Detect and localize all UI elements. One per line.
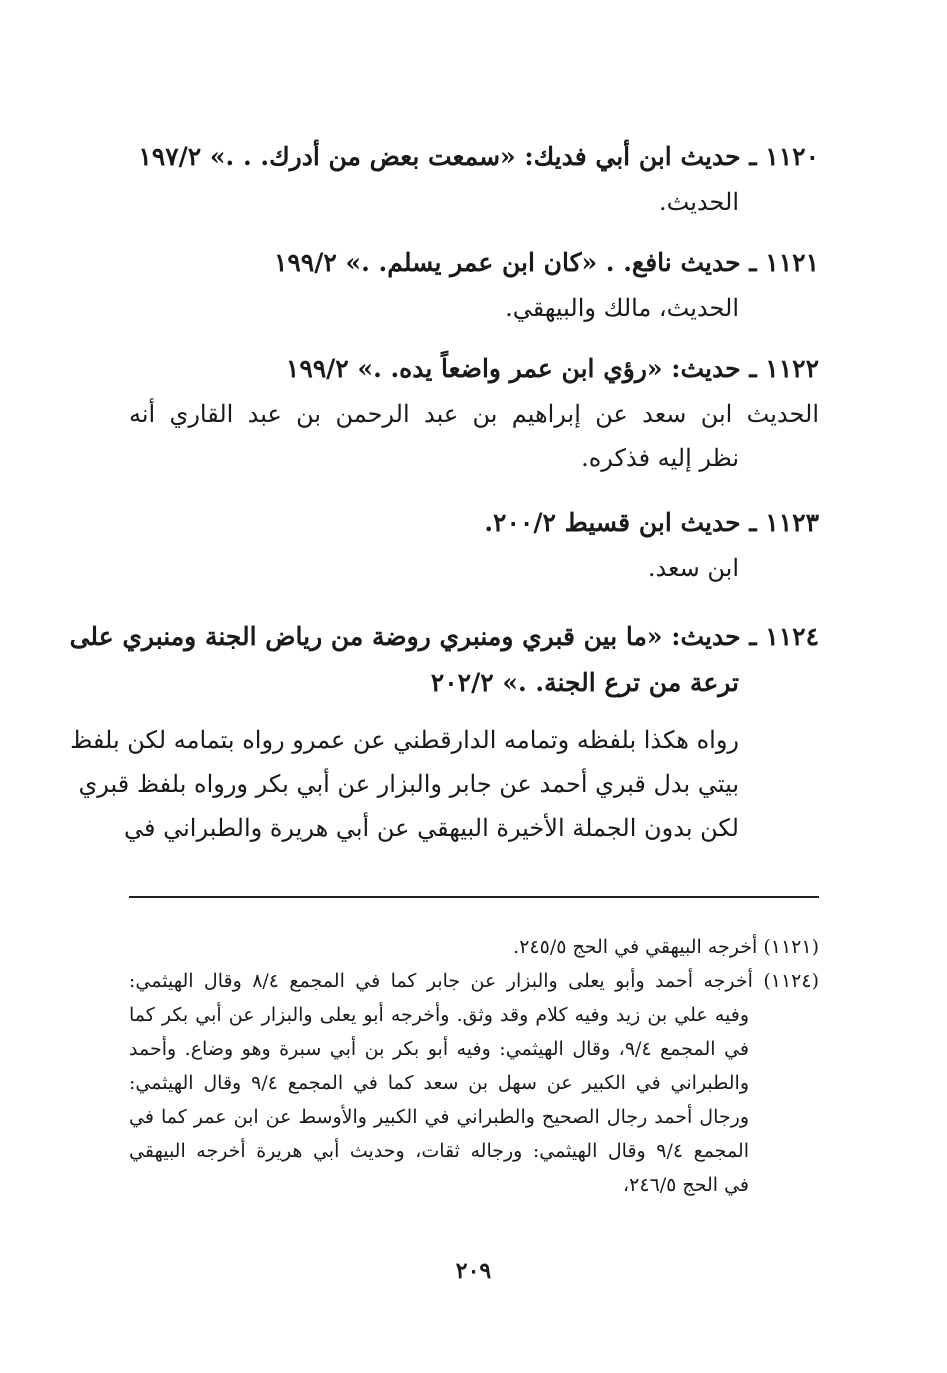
footnote-line: في المجمع ٩/٤، وقال الهيثمي: وفيه أبو بكر بن أبي سبرة وهو وضاع. وأحمد <box>129 1038 749 1060</box>
entry-body-line: الحديث ابن سعد عن إبراهيم بن عبد الرحمن بن عبد القاري أنه <box>129 400 819 428</box>
entry-body-line: الحديث، مالك والبيهقي. <box>505 294 739 322</box>
footnote-1121: (١١٢١) أخرجه البيهقي في الحج ٢٤٥/٥. <box>513 936 819 958</box>
entry-heading: ١١٢٢ ـ حديث: «رؤي ابن عمر واضعاً يده. .» ١٩٩/٢ <box>285 354 819 383</box>
footnotes <box>129 930 819 1202</box>
footnote-line: المجمع ٩/٤ وقال الهيثمي: ورجاله ثقات، وحديث أبي هريرة أخرجه البيهقي <box>129 1140 749 1162</box>
footnote-line: والطبراني في الكبير عن سهل بن سعد كما في المجمع ٩/٤ وقال الهيثمي: <box>129 1072 749 1094</box>
footnote-line: في الحج ٢٤٦/٥، <box>623 1174 749 1196</box>
entry-body-line: الحديث. <box>659 188 739 216</box>
entry-body-line: بيتي بدل قبري أحمد عن جابر والبزار عن أبي بكر ورواه بلفظ قبري <box>78 770 739 798</box>
entry-body-line: لكن بدون الجملة الأخيرة البيهقي عن أبي هريرة والطبراني في <box>124 814 739 842</box>
hadith-entry-1124 <box>69 614 819 850</box>
footnote-line: وفيه علي بن زيد وفيه كلام وقد وثق. وأخرجه أبو يعلى والبزار عن أبي بكر كما <box>129 1004 749 1026</box>
hadith-entry-1123 <box>129 500 819 590</box>
footnote-1124: (١١٢٤) أخرجه أحمد وأبو يعلى والبزار عن جابر كما في المجمع ٨/٤ وقال الهيثمي: <box>129 970 819 992</box>
entry-heading: ١١٢١ ـ حديث نافع. . «كان ابن عمر يسلم. .» ١٩٩/٢ <box>273 248 819 277</box>
hadith-entry-1120 <box>129 134 819 224</box>
entry-heading: ١١٢٣ ـ حديث ابن قسيط ٢٠٠/٢. <box>484 508 819 537</box>
entry-body-line: ابن سعد. <box>647 554 739 582</box>
entry-heading: ١١٢٠ ـ حديث ابن أبي فديك: «سمعت بعض من أدرك. . .» ١٩٧/٢ <box>138 142 819 171</box>
footnote-line: ورجال أحمد رجال الصحيح والطبراني في الكبير والأوسط عن ابن عمر كما في <box>129 1106 749 1128</box>
entry-heading: ١١٢٤ ـ حديث: «ما بين قبري ومنبري روضة من رياض الجنة ومنبري على <box>69 622 819 651</box>
hadith-entry-1122 <box>129 346 819 480</box>
entry-heading-continuation: ترعة من ترع الجنة. .» ٢٠٢/٢ <box>430 668 739 697</box>
page-number: ٢٠٩ <box>455 1258 492 1284</box>
entry-body-line: رواه هكذا بلفظه وتمامه الدارقطني عن عمرو رواه بتمامه لكن بلفظ <box>70 726 739 754</box>
entry-body-line: نظر إليه فذكره. <box>581 444 739 472</box>
hadith-entry-1121 <box>129 240 819 330</box>
footnote-separator <box>129 896 819 898</box>
